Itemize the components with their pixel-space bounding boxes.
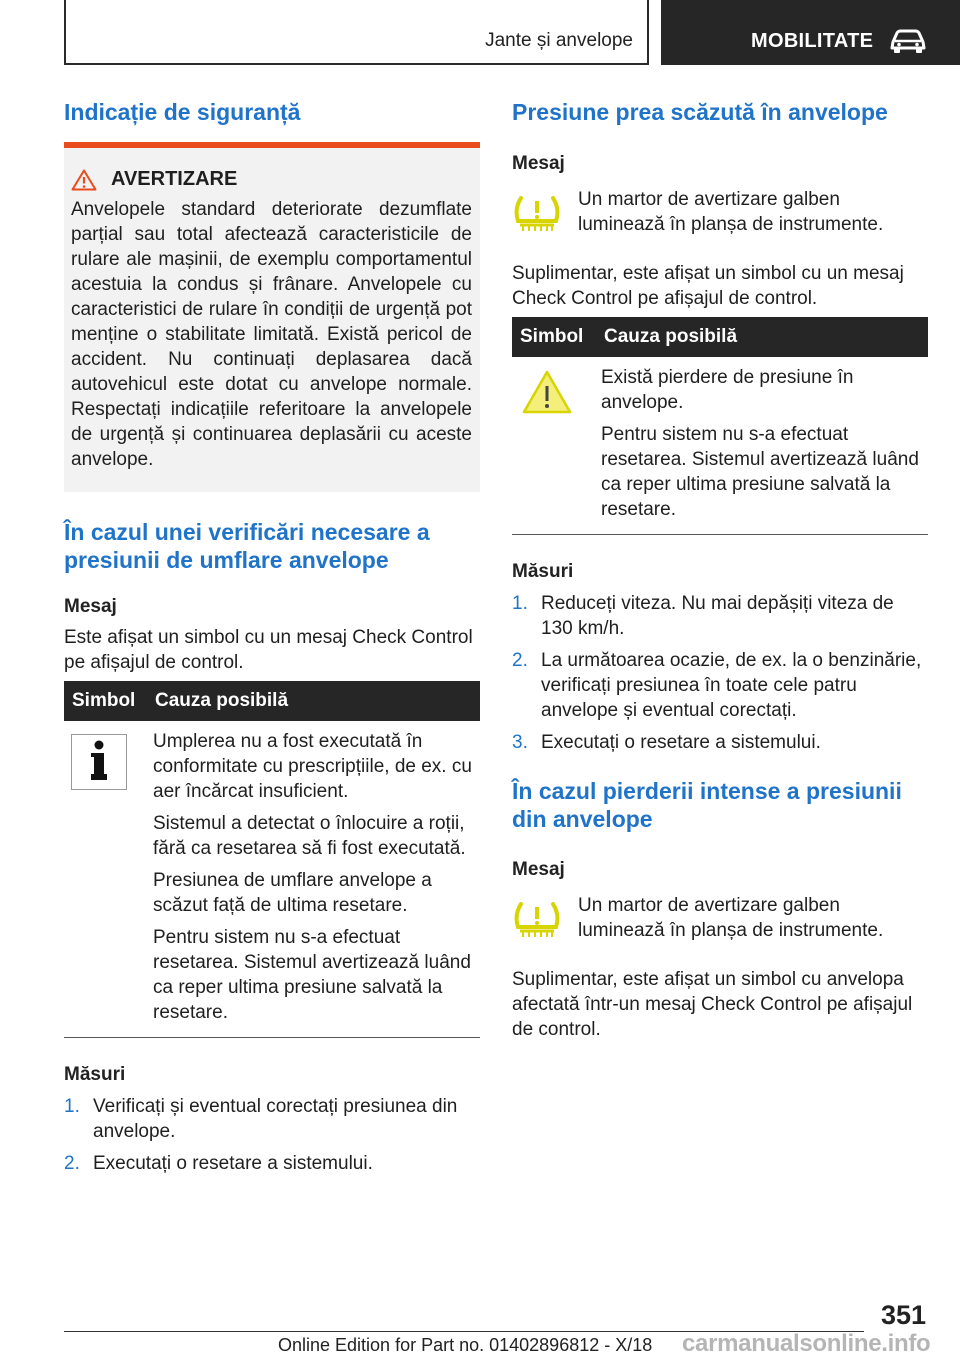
page-number: 351 [880, 1300, 926, 1330]
warning-text: Anvelopele standard deteriorate dezumflate parțial sau total afectează caracteristicile de rulare ale mașinii, de exemplu comportamentul acestuia la condus și frânare. Anvelopele cu caracteristici de rulare în condiții de urgență pot menține o stabilitate limitată. Există pericol de accident. Nu continuați deplasarea dacă autovehicul este dotat cu anvelope normale. Respectați indicațiile referitoare la anvelopele de urgență și continuarea deplasării cu aceste anvelope. [71, 199, 472, 470]
col-cause-header: Cauza posibilă [596, 317, 928, 357]
cause-table-right [512, 317, 928, 535]
warning-box [64, 142, 480, 492]
list-item: 2. La următoarea ocazie, de ex. la o benzinărie, verificați presiunea în toate cele patru anvelope și eventual corectați. [512, 650, 922, 721]
cause-text: Pentru sistem nu s-a efectuat resetarea. Sistemul avertizează luând ca reper ultima presiune salvată la resetare. [601, 424, 919, 520]
list-item: 3. Executați o resetare a sistemului. [512, 732, 821, 753]
section-title: MOBILITATE [751, 30, 874, 52]
measures-heading: Măsuri [64, 1064, 126, 1085]
list-item: 1. Verificați și eventual corectați presiunea din anvelope. [64, 1096, 458, 1142]
cause-text: Umplerea nu a fost executată în conformitate cu prescripțiile, de ex. cu aer încărcat insuficient. [153, 731, 472, 802]
message-text: Este afișat un simbol cu un mesaj Check Control pe afișajul de control. [64, 627, 473, 673]
table-row [512, 357, 928, 535]
measures-list [64, 1094, 480, 1176]
indicator-text: Un martor de avertizare galben luminează în planșa de instrumente. [578, 895, 884, 941]
check-heading: În cazul unei verificări necesare a presiunii de umflare anvelope [64, 519, 430, 573]
warning-label: AVERTIZARE [111, 168, 238, 190]
indicator-text: Un martor de avertizare galben luminează în planșa de instrumente. [578, 189, 884, 235]
message-heading: Mesaj [64, 596, 117, 617]
indicator-row [512, 187, 928, 240]
yellow-warning-triangle-icon [521, 369, 573, 415]
cause-text: Sistemul a detectat o înlocuire a roții, fără ca resetarea să fi fost executată. [153, 813, 466, 859]
indicator-row [512, 893, 928, 946]
left-column [64, 98, 480, 1183]
low-pressure-heading: Presiune prea scăzută în anvelope [512, 99, 888, 125]
measures-list [512, 591, 928, 755]
header-section-box [661, 0, 960, 65]
car-icon [890, 28, 926, 54]
edition-text: Online Edition for Part no. 01402896812 - X/18 [278, 1335, 653, 1355]
col-symbol-header: Simbol [512, 317, 596, 357]
tire-pressure-warning-icon [512, 901, 562, 941]
table-row [64, 721, 480, 1038]
cause-text: Există pierdere de presiune în anvelope. [601, 367, 854, 413]
safety-heading: Indicație de siguranță [64, 99, 301, 125]
cause-text: Presiunea de umflare anvelope a scăzut față de ultima resetare. [153, 870, 432, 916]
warning-triangle-icon [71, 169, 97, 191]
intense-loss-heading: În cazul pierderii intense a presiunii din anvelope [512, 778, 902, 832]
chapter-title: Jante și anvelope [485, 30, 633, 51]
message-heading: Mesaj [512, 153, 565, 174]
info-icon [71, 734, 127, 790]
extra-text: Suplimentar, este afișat un simbol cu anvelopa afectată într-un mesaj Check Control pe afișajul de control. [512, 969, 913, 1040]
col-symbol-header: Simbol [64, 681, 147, 721]
header-chapter-box [64, 0, 649, 65]
extra-text: Suplimentar, este afișat un simbol cu un mesaj Check Control pe afișajul de control. [512, 263, 904, 309]
list-item: 1. Reduceți viteza. Nu mai depășiți viteza de 130 km/h. [512, 593, 894, 639]
tire-pressure-warning-icon [512, 195, 562, 235]
cause-table-left [64, 681, 480, 1038]
warning-title [71, 168, 472, 191]
col-cause-header: Cauza posibilă [147, 681, 480, 721]
watermark: carmanualsonline.info [682, 1330, 931, 1357]
cause-text: Pentru sistem nu s-a efectuat resetarea. Sistemul avertizează luând ca reper ultima presiune salvată la resetare. [153, 927, 471, 1023]
message-heading: Mesaj [512, 859, 565, 880]
measures-heading: Măsuri [512, 561, 574, 582]
right-column [512, 98, 928, 1042]
list-item: 2. Executați o resetare a sistemului. [64, 1153, 373, 1174]
